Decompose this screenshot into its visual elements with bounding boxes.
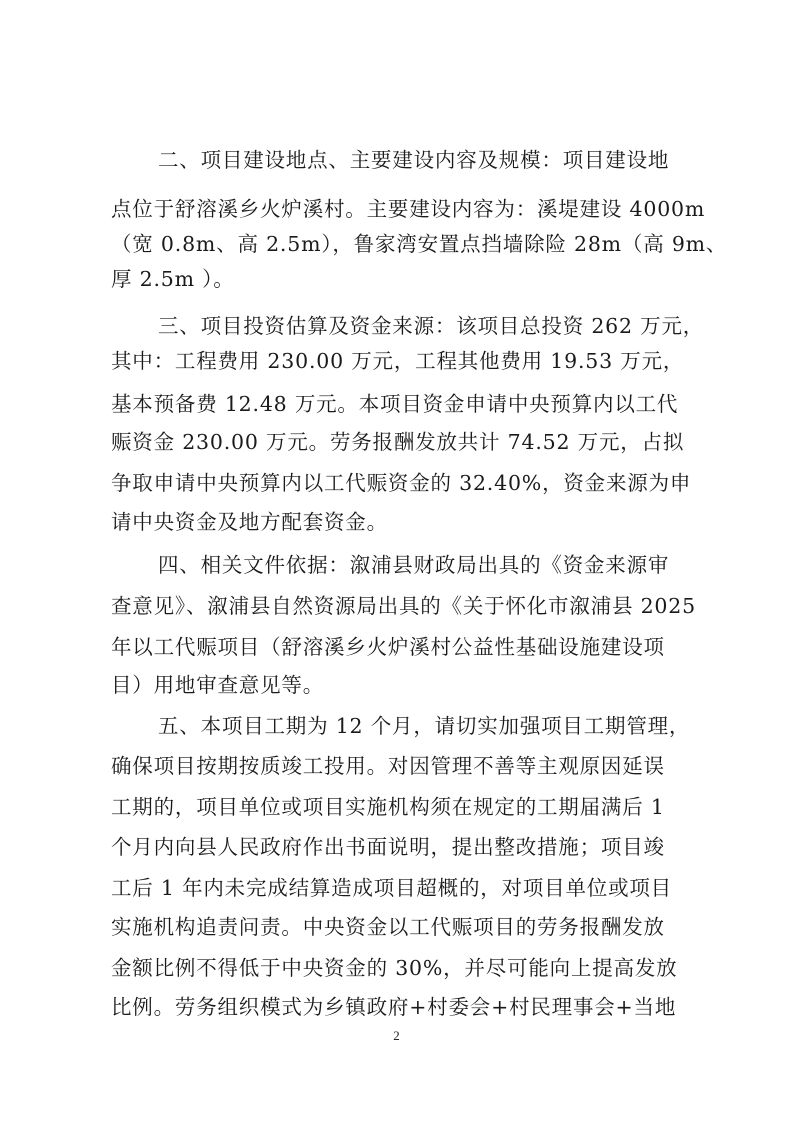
paragraph-5-line-5: 工后 1 年内未完成结算造成项目超概的，对项目单位或项目 [111,876,672,900]
paragraph-3-line-2: 其中：工程费用 230.00 万元，工程其他费用 19.53 万元， [111,349,685,373]
paragraph-3-line-3: 基本预备费 12.48 万元。本项目资金申请中央预算内以工代 [111,392,679,416]
paragraph-4-line-1: 四、相关文件依据：溆浦县财政局出具的《资金来源审 [158,553,670,577]
paragraph-3-line-5: 争取申请中央预算内以工代赈资金的 32.40%，资金来源为申 [111,471,692,495]
paragraph-3-line-1: 三、项目投资估算及资金来源：该项目总投资 262 万元， [158,314,705,338]
paragraph-3-line-6: 请中央资金及地方配套资金。 [111,510,388,534]
paragraph-4-line-3: 年以工代赈项目（舒溶溪乡火炉溪村公益性基础设施建设项 [111,635,665,659]
paragraph-5-line-4: 个月内向县人民政府作出书面说明，提出整改措施；项目竣 [111,835,665,859]
paragraph-5-line-8: 比例。劳务组织模式为乡镇政府+村委会+村民理事会+当地 [111,995,677,1019]
paragraph-4-line-4: 目）用地审查意见等。 [111,673,324,697]
paragraph-3-line-4: 赈资金 230.00 万元。劳务报酬发放共计 74.52 万元，占拟 [111,430,685,454]
paragraph-4-line-2: 查意见》、溆浦县自然资源局出具的《关于怀化市溆浦县 2025 [111,594,696,618]
paragraph-5-line-6: 实施机构追责问责。中央资金以工代赈项目的劳务报酬发放 [111,915,665,939]
paragraph-5-line-3: 工期的，项目单位或项目实施机构须在规定的工期届满后 1 [111,795,665,819]
paragraph-2-line-1: 二、项目建设地点、主要建设内容及规模：项目建设地 [158,148,670,172]
paragraph-2-line-2: 点位于舒溶溪乡火炉溪村。主要建设内容为：溪堤建设 4000m [111,197,706,221]
page-number: 2 [393,1028,400,1043]
paragraph-2-line-3: （宽 0.8m、高 2.5m），鲁家湾安置点挡墙除险 28m（高 9m、 [111,232,728,256]
paragraph-2-line-4: 厚 2.5m ）。 [111,267,235,291]
paragraph-5-line-2: 确保项目按期按质竣工投用。对因管理不善等主观原因延误 [111,754,665,778]
paragraph-5-line-7: 金额比例不得低于中央资金的 30%，并尽可能向上提高发放 [111,956,678,980]
paragraph-5-line-1: 五、本项目工期为 12 个月，请切实加强项目工期管理， [158,714,691,738]
